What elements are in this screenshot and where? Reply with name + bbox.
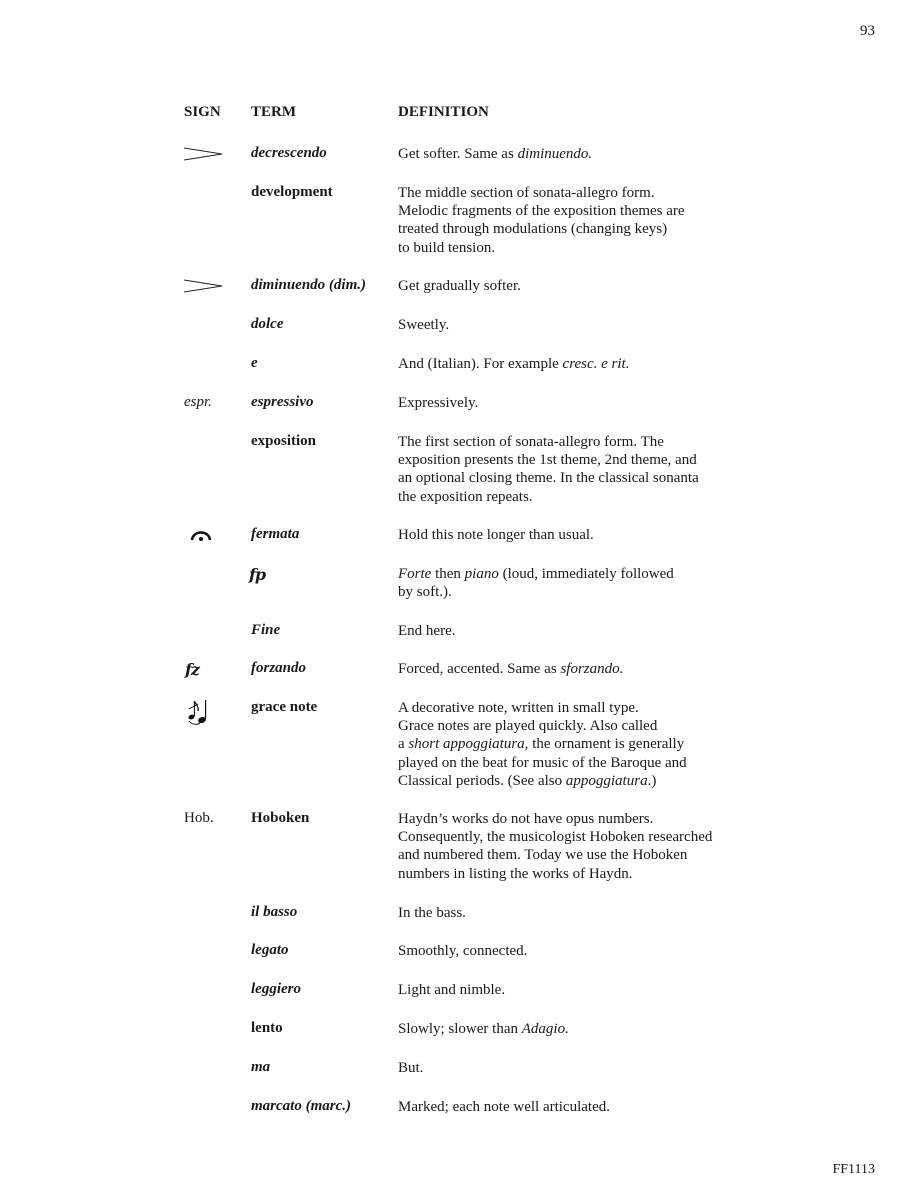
header-sign: SIGN (184, 104, 221, 120)
term-fermata: fermata (251, 526, 300, 542)
term-development: development (251, 184, 333, 200)
sign-forzando: fz (185, 660, 199, 679)
def-exposition: The first section of sonata-allegro form. The exposition presents the 1st theme, 2nd theme, and an optional closing theme. In the classical sonanta the exposition repeats. (398, 434, 699, 505)
term-ma: ma (251, 1059, 271, 1075)
term-hoboken: Hoboken (251, 810, 310, 826)
def-diminuendo: Get gradually softer. (398, 278, 521, 294)
def-fp: Forte then piano (loud, immediately followed by soft.). (398, 566, 674, 601)
def-decrescendo: Get softer. Same as diminuendo. (398, 146, 593, 162)
term-il-basso: il basso (251, 904, 298, 920)
term-fp: fp (249, 565, 266, 584)
term-marcato: marcato (marc.) (251, 1098, 351, 1114)
table-header (0, 104, 900, 124)
def-ma: But. (398, 1060, 424, 1076)
term-legato: legato (251, 942, 289, 958)
footer-code: FF1113 (832, 1162, 875, 1177)
diminuendo-hairpin-icon (184, 278, 224, 294)
grace-note-icon (186, 697, 212, 727)
def-grace-note: A decorative note, written in small type. Grace notes are played quickly. Also called a short appoggiatura, the ornament is generally played on the beat for music of the Baroque and Classical periods. (See also appoggiatura.) (398, 700, 687, 789)
term-decrescendo: decrescendo (251, 145, 327, 161)
def-leggiero: Light and nimble. (398, 982, 506, 998)
def-hoboken: Haydn’s works do not have opus numbers. Consequently, the musicologist Hoboken researched and numbered them. Today we use the Hoboken numbers in listing the works of Haydn. (398, 811, 713, 882)
def-marcato: Marked; each note well articulated. (398, 1099, 610, 1115)
def-development: The middle section of sonata-allegro form. Melodic fragments of the exposition themes are treated through modulations (changing keys) to build tension. (398, 185, 685, 256)
def-legato: Smoothly, connected. (398, 943, 528, 959)
term-exposition: exposition (251, 433, 317, 449)
sign-espressivo: espr. (184, 394, 212, 410)
def-lento: Slowly; slower than Adagio. (398, 1021, 569, 1037)
term-dolce: dolce (251, 316, 284, 332)
def-espressivo: Expressively. (398, 395, 479, 411)
sign-hoboken: Hob. (184, 810, 214, 826)
page-number: 93 (860, 23, 875, 39)
decrescendo-hairpin-icon (184, 146, 224, 162)
term-leggiero: leggiero (251, 981, 301, 997)
term-lento: lento (251, 1020, 283, 1036)
def-dolce: Sweetly. (398, 317, 450, 333)
term-fine: Fine (251, 622, 281, 638)
header-definition: DEFINITION (398, 104, 489, 120)
def-fermata: Hold this note longer than usual. (398, 527, 594, 543)
term-espressivo: espressivo (251, 394, 314, 410)
def-fine: End here. (398, 623, 456, 639)
term-diminuendo: diminuendo (dim.) (251, 277, 367, 293)
def-il-basso: In the bass. (398, 905, 466, 921)
header-term: TERM (251, 104, 296, 120)
term-forzando: forzando (251, 660, 307, 676)
def-e: And (Italian). For example cresc. e rit. (398, 356, 630, 372)
def-forzando: Forced, accented. Same as sforzando. (398, 661, 624, 677)
term-grace-note: grace note (251, 699, 318, 715)
term-e: e (251, 355, 258, 371)
fermata-icon (190, 527, 214, 543)
